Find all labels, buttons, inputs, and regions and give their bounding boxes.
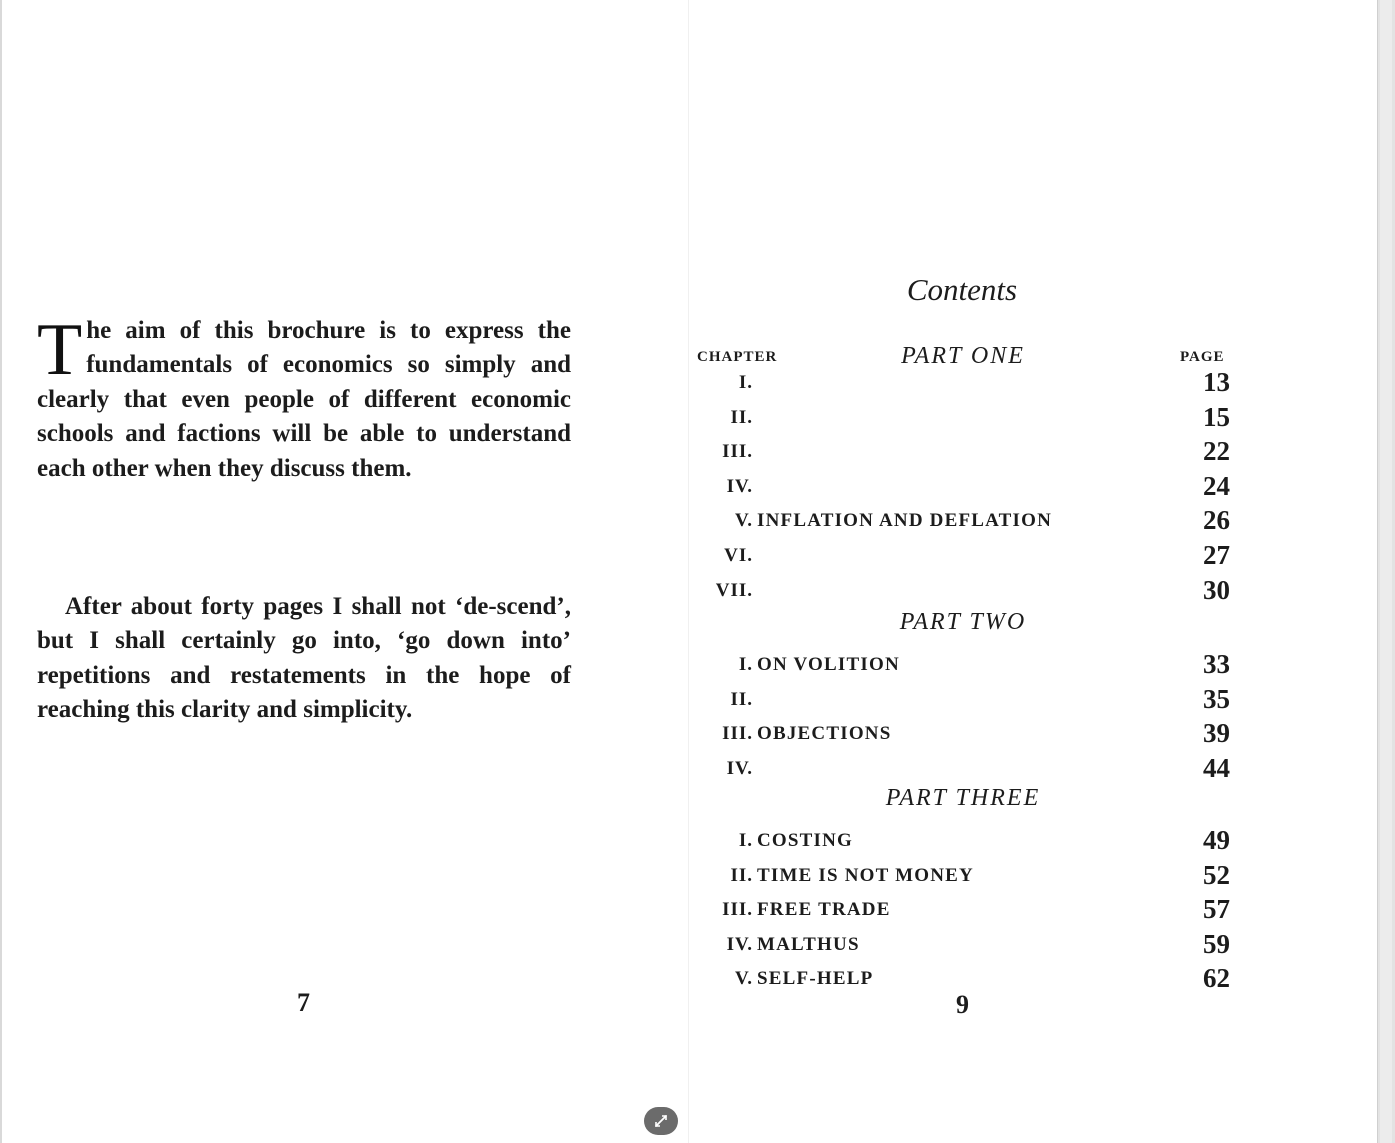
chapter-number: V. (734, 968, 753, 990)
part-heading: PART THREE (885, 785, 1041, 811)
chapter-number: I. (738, 372, 753, 393)
toc-entry[interactable] (689, 367, 1230, 401)
chapter-number: VII. (715, 579, 753, 601)
chapter-page-number: 49 (1203, 825, 1230, 855)
toc-entry[interactable] (689, 825, 1230, 859)
chapter-title: INFLATION AND DEFLATION (757, 510, 1053, 532)
chapter-number: I. (738, 654, 753, 675)
page-column-label: PAGE (1180, 349, 1225, 365)
second-paragraph: After about forty pages I shall not ‘de-scend’, but I shall certainly go into, ‘go down into’ repetitions and restatements in the hope of reaching this clarity and simplicity. (37, 593, 571, 724)
intro-paragraph-text: he aim of this brochure is to express the fundamentals of economics so simply and clearly that even people of different economic schools and factions will be able to understand each other when they discuss them. (37, 317, 571, 482)
chapter-column-label: CHAPTER (697, 349, 778, 365)
toc-entry[interactable] (689, 575, 1230, 609)
chapter-page-number: 27 (1203, 540, 1230, 570)
chapter-number: VI. (724, 545, 753, 566)
toc-entry[interactable] (689, 436, 1230, 470)
page-number-right: 9 (956, 990, 969, 1019)
toc-entry[interactable] (689, 753, 1230, 787)
chapter-title: COSTING (757, 830, 854, 851)
chapter-page-number: 15 (1203, 401, 1230, 432)
chapter-title: SELF-HELP (757, 968, 874, 990)
toc-entry[interactable] (689, 402, 1230, 436)
chapter-number: II. (730, 406, 753, 428)
chapter-page-number: 44 (1203, 752, 1230, 783)
intro-paragraph (37, 309, 571, 486)
chapter-number: V. (734, 510, 753, 532)
toc-entry[interactable] (689, 505, 1230, 539)
page-number-left: 7 (297, 988, 310, 1017)
part-heading: PART TWO (899, 609, 1027, 635)
chapter-page-number: 62 (1203, 963, 1230, 994)
chapter-page-number: 26 (1203, 505, 1230, 536)
chapter-number: III. (722, 441, 753, 463)
toc-entry[interactable] (689, 649, 1230, 683)
zoom-fit-icon (654, 1114, 668, 1128)
chapter-number: II. (730, 688, 753, 710)
chapter-page-number: 35 (1203, 683, 1230, 714)
chapter-number: IV. (726, 757, 753, 779)
drop-cap: T (37, 309, 83, 391)
toc-entry[interactable] (689, 718, 1230, 752)
chapter-number: II. (730, 864, 753, 886)
toc-entry[interactable] (689, 894, 1230, 928)
part-heading: PART ONE (901, 343, 1025, 369)
chapter-page-number: 39 (1203, 718, 1230, 749)
contents-title: Contents (906, 272, 1018, 307)
left-page (2, 0, 688, 1143)
chapter-page-number: 57 (1203, 894, 1230, 925)
chapter-number: III. (722, 899, 753, 921)
toc-entry[interactable] (689, 540, 1230, 574)
right-page (689, 0, 1377, 1143)
chapter-title: OBJECTIONS (757, 723, 892, 745)
chapter-number: III. (722, 723, 753, 745)
chapter-page-number: 30 (1203, 574, 1230, 605)
toc-entry[interactable] (689, 860, 1230, 894)
zoom-fit-button[interactable] (644, 1107, 678, 1135)
chapter-title: FREE TRADE (757, 899, 891, 921)
chapter-page-number: 13 (1203, 367, 1230, 397)
chapter-page-number: 59 (1203, 928, 1230, 959)
toc-entry[interactable] (689, 684, 1230, 718)
chapter-title: ON VOLITION (757, 654, 900, 675)
chapter-number: I. (738, 830, 753, 851)
chapter-page-number: 22 (1203, 436, 1230, 467)
chapter-number: IV. (726, 475, 753, 497)
chapter-title: TIME IS NOT MONEY (757, 864, 974, 886)
chapter-number: IV. (726, 933, 753, 955)
chapter-page-number: 52 (1203, 859, 1230, 890)
toc-entry[interactable] (689, 929, 1230, 963)
toc-entry[interactable] (689, 471, 1230, 505)
chapter-page-number: 24 (1203, 470, 1230, 501)
chapter-page-number: 33 (1203, 649, 1230, 679)
scrollbar-thumb[interactable] (1380, 0, 1392, 1143)
chapter-title: MALTHUS (757, 933, 860, 955)
